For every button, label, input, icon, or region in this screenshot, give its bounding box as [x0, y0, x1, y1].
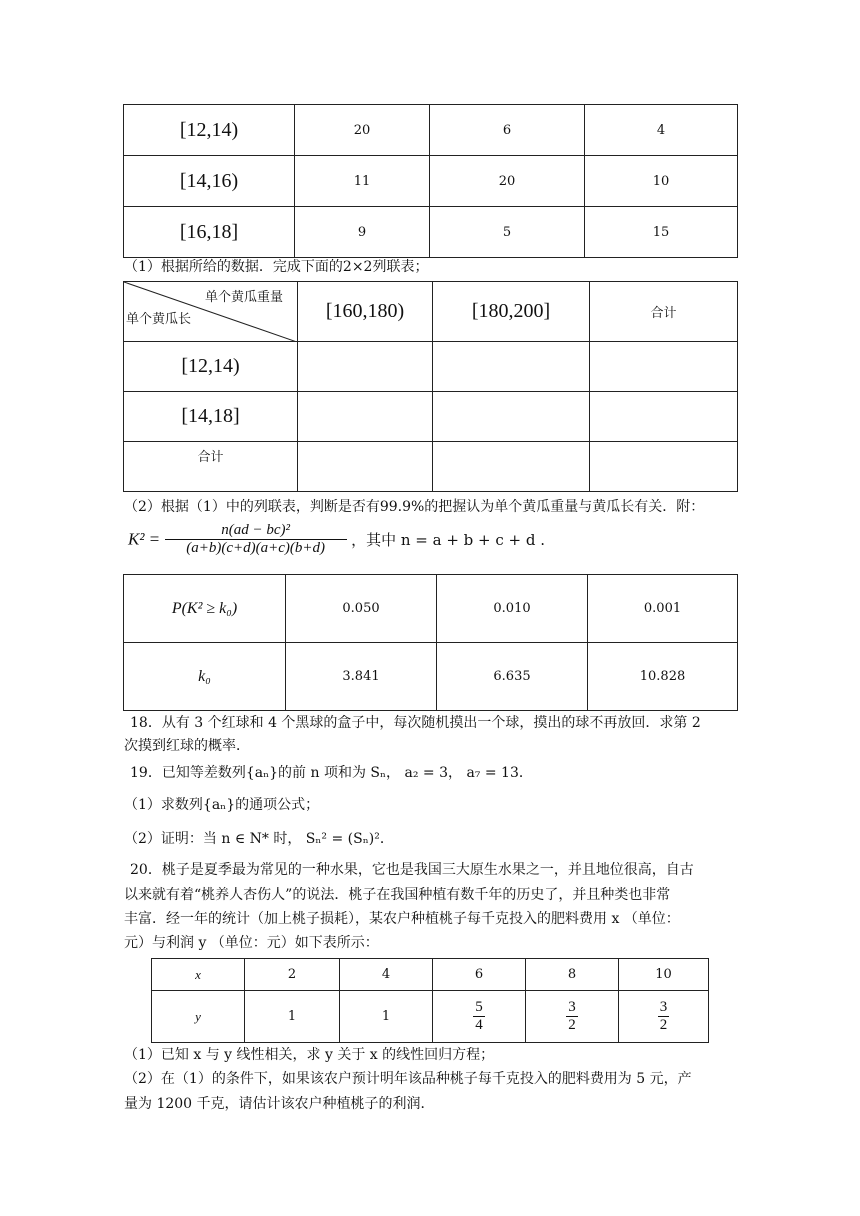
empty-cell — [590, 442, 738, 492]
fertilizer-profit-table — [151, 958, 709, 1043]
column-header: [180,200] — [433, 282, 590, 342]
formula-tail: ，其中 n = a + b + c + d . — [351, 531, 546, 549]
fraction-cell — [619, 991, 709, 1043]
table-cell: 10 — [619, 959, 709, 991]
empty-cell — [433, 442, 590, 492]
column-header: 合计 — [590, 282, 738, 342]
table-cell: 3.841 — [286, 643, 437, 711]
question-20-part1: （1）已知 x 与 y 线性相关，求 y 关于 x 的线性回归方程； — [124, 1047, 495, 1063]
question-18-line2: 次摸到红球的概率． — [124, 738, 250, 754]
table-cell: 0.050 — [286, 575, 437, 643]
table-cell: 4 — [340, 959, 433, 991]
table-cell: 8 — [526, 959, 619, 991]
question-20-line4: 元）与利润 y （单位：元）如下表所示： — [124, 935, 379, 951]
empty-cell — [298, 442, 433, 492]
table-cell: 0.001 — [588, 575, 738, 643]
corner-top-label: 单个黄瓜重量 — [204, 290, 283, 305]
question-18-line1: 18．从有 3 个红球和 4 个黑球的盒子中，每次随机摸出一个球，摸出的球不再放回．求第 2 — [130, 715, 701, 731]
table-cell: 6 — [433, 959, 526, 991]
y-label: y — [152, 991, 245, 1043]
table-cell: 11 — [295, 156, 430, 207]
row-header: [14,18] — [124, 392, 298, 442]
table-cell: 9 — [295, 207, 430, 258]
question-20-line3: 丰富．经一年的统计（加上桃子损耗），某农户种植桃子每千克投入的肥料费用 x （单位： — [124, 911, 680, 927]
table-cell: 5 — [430, 207, 585, 258]
question-2-text: （2）根据（1）中的列联表，判断是否有99.9%的把握认为单个黄瓜重量与黄瓜长有关．附： — [124, 499, 705, 515]
table-cell: 1 — [245, 991, 340, 1043]
question-1-text: （1）根据所给的数据．完成下面的2×2列联表； — [124, 259, 429, 275]
question-20-line2: 以来就有着“桃养人杏伤人”的说法．桃子在我国种植有数千年的历史了，并且种类也非常 — [124, 887, 671, 903]
question-20-part2-line1: （2）在（1）的条件下，如果该农户预计明年该品种桃子每千克投入的肥料费用为 5 元，产 — [124, 1071, 692, 1087]
question-20-part2-line2: 量为 1200 千克，请估计该农户种植桃子的利润． — [124, 1096, 435, 1112]
table-cell: 15 — [585, 207, 738, 258]
probability-label: P(K² ≥ k₀) — [124, 575, 286, 643]
table-cell: 6 — [430, 105, 585, 156]
table-cell: 0.010 — [437, 575, 588, 643]
column-header: [160,180) — [298, 282, 433, 342]
question-19-stem: 19．已知等差数列{aₙ}的前 n 项和为 Sₙ， a₂ = 3， a₇ = 13． — [130, 765, 533, 781]
corner-bottom-label: 单个黄瓜长 — [126, 312, 192, 327]
table-cell: 4 — [585, 105, 738, 156]
contingency-table — [123, 281, 738, 492]
table-cell: 10 — [585, 156, 738, 207]
row-header: [12,14) — [124, 342, 298, 392]
empty-cell — [590, 392, 738, 442]
diagonal-header-cell — [124, 282, 298, 342]
length-weight-table-continued — [123, 104, 738, 258]
table-cell: 20 — [430, 156, 585, 207]
question-19-part1: （1）求数列{aₙ}的通项公式； — [124, 797, 320, 813]
empty-cell — [433, 342, 590, 392]
empty-cell — [298, 342, 433, 392]
interval-cell: [12,14) — [124, 105, 295, 156]
k0-label: k₀ — [124, 643, 286, 711]
fraction-cell — [433, 991, 526, 1043]
empty-cell — [298, 392, 433, 442]
empty-cell — [433, 392, 590, 442]
chi-square-formula — [128, 522, 545, 572]
table-cell: 2 — [245, 959, 340, 991]
table-cell: 20 — [295, 105, 430, 156]
table-cell: 1 — [340, 991, 433, 1043]
empty-cell — [590, 342, 738, 392]
formula-numerator: n(ad − bc)² — [165, 522, 347, 540]
formula-denominator: (a+b)(c+d)(a+c)(b+d) — [186, 540, 325, 556]
interval-cell: [14,16) — [124, 156, 295, 207]
table-cell: 6.635 — [437, 643, 588, 711]
table-cell: 10.828 — [588, 643, 738, 711]
row-header: 合计 — [124, 442, 298, 492]
x-label: x — [152, 959, 245, 991]
stacked-fraction: $\frac{3}{2}$ — [659, 999, 668, 1033]
stacked-fraction: $\frac{5}{4}$ — [475, 999, 483, 1033]
question-19-part2: （2）证明：当 n ∈ N* 时， Sₙ² = (Sₙ)²． — [124, 831, 394, 847]
interval-cell: [16,18] — [124, 207, 295, 258]
fraction-cell — [526, 991, 619, 1043]
formula-fraction — [165, 522, 347, 557]
formula-lhs: K² = — [128, 529, 161, 549]
critical-value-table — [123, 574, 738, 711]
question-20-line1: 20．桃子是夏季最为常见的一种水果，它也是我国三大原生水果之一，并且地位很高，自古 — [130, 862, 694, 878]
stacked-fraction: $\frac{3}{2}$ — [568, 999, 576, 1033]
